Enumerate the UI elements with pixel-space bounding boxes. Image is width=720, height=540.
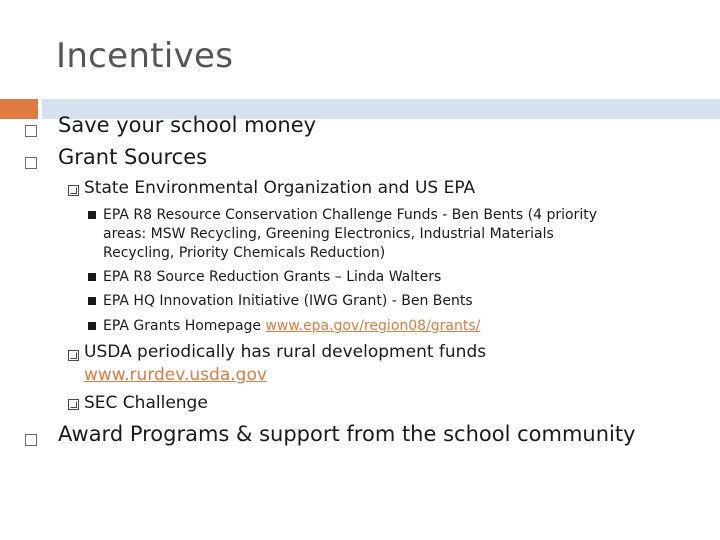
bullet-state-org: State Environmental Organization and US EPA xyxy=(84,178,476,198)
bullet-box-icon xyxy=(25,157,37,169)
bullet-save-money: Save your school money xyxy=(58,113,317,137)
bullet-square-icon xyxy=(88,273,96,281)
epa-r8-source-reduction: EPA R8 Source Reduction Grants – Linda Walters xyxy=(103,269,442,285)
epa-grants-label: EPA Grants Homepage xyxy=(103,318,266,334)
bullet-square-icon xyxy=(88,211,96,219)
bullet-box-icon xyxy=(25,434,37,446)
bullet-grant-sources: Grant Sources xyxy=(58,145,208,169)
bullet-checkbox-icon xyxy=(68,399,79,410)
usda-link xyxy=(84,365,267,385)
bullet-square-icon xyxy=(88,297,96,305)
epa-grants-link[interactable]: www.epa.gov/region08/grants/ xyxy=(265,318,481,334)
epa-hq-innovation: EPA HQ Innovation Initiative (IWG Grant) - Ben Bents xyxy=(103,293,473,309)
usda-link-text[interactable]: www.rurdev.usda.gov xyxy=(84,365,267,385)
bullet-checkbox-icon xyxy=(68,350,79,361)
epa-r8-rcc-line1: EPA R8 Resource Conservation Challenge Funds - Ben Bents (4 priority xyxy=(103,207,597,223)
epa-r8-rcc-line3: Recycling, Priority Chemicals Reduction) xyxy=(103,245,386,261)
bullet-square-icon xyxy=(88,322,96,330)
page-title: Incentives xyxy=(56,36,234,76)
bullet-award-programs: Award Programs & support from the school community xyxy=(58,422,636,446)
epa-grants-homepage xyxy=(103,317,480,335)
bullet-sec-challenge: SEC Challenge xyxy=(84,393,208,413)
bullet-checkbox-icon xyxy=(68,185,79,196)
accent-band-left xyxy=(0,99,38,119)
bullet-usda: USDA periodically has rural development funds xyxy=(84,342,487,362)
epa-r8-rcc-line2: areas: MSW Recycling, Greening Electronics, Industrial Materials xyxy=(103,226,554,242)
bullet-box-icon xyxy=(25,125,37,137)
